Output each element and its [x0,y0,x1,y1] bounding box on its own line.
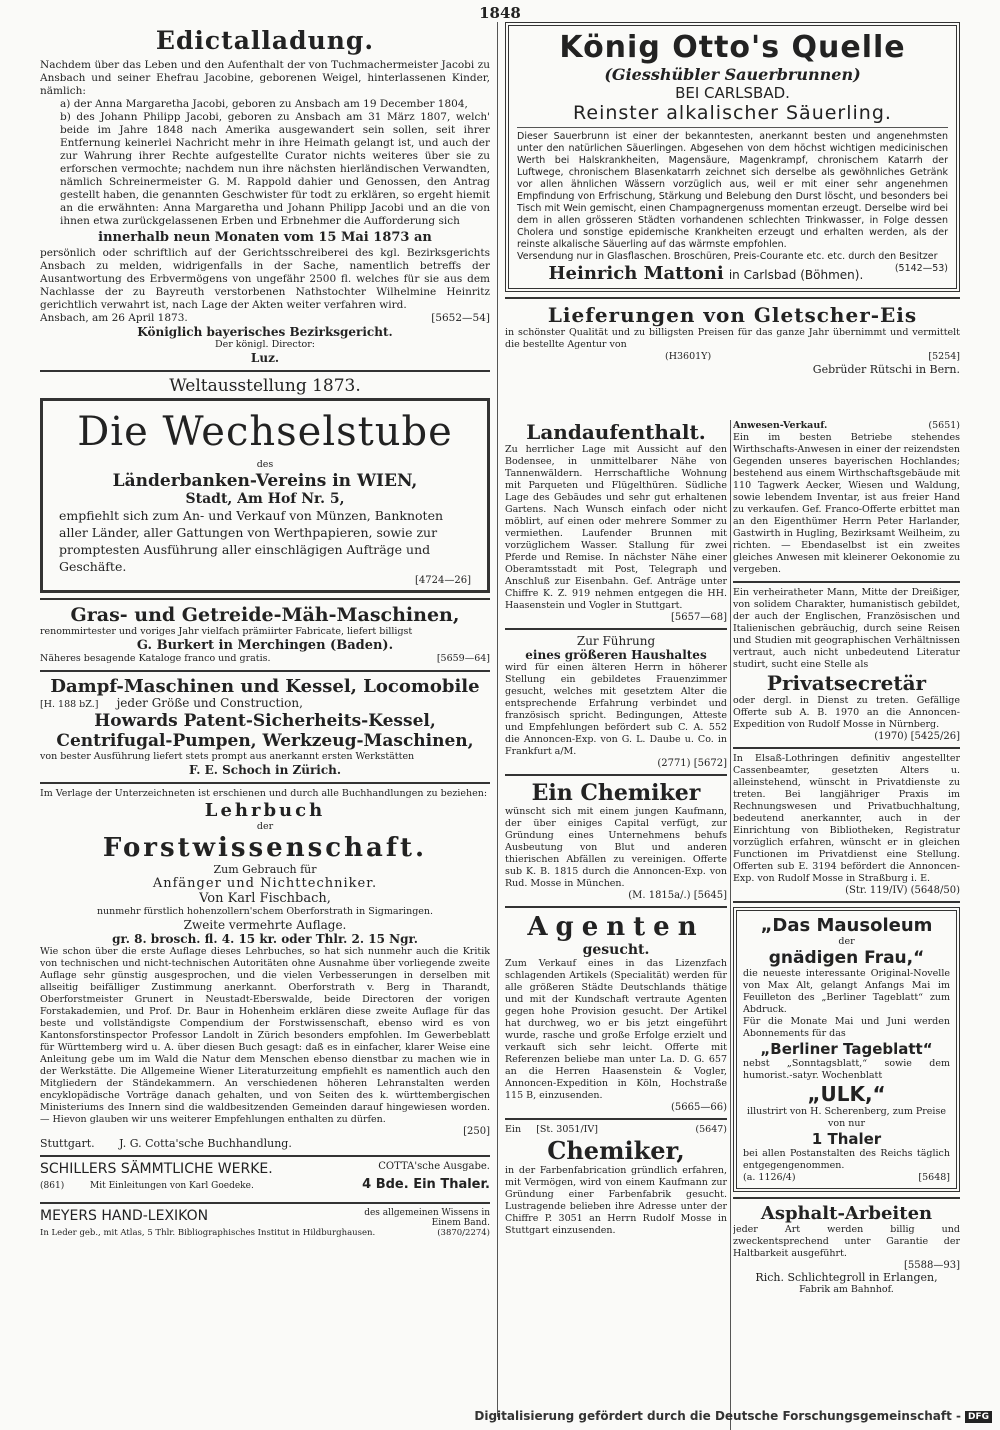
elsass-ad [733,753,960,896]
eis-body: in schönster Qualität und zu billigsten Preisen für das ganze Jahr übernimmt und vermittelt die bestellte Agentur von [505,327,960,350]
wechselstube-body: empfiehlt sich zum An- und Verkauf von Münzen, Banknoten aller Länder, aller Gattungen von Werthpapieren, sowie zur promptesten Ausführung aller einschlägigen Aufträge und Geschäfte. [59,508,444,574]
eis-ad [505,303,960,376]
chemiker2-pre: Ein [505,1124,522,1135]
dampf-title: Dampf-Maschinen und Kessel, Locomobile [50,676,480,697]
lehrbuch-title1: Lehrbuch [204,800,326,821]
asphalt-ref: [5588—93] [904,1260,960,1271]
dfg-logo-icon: DFG [965,1411,992,1423]
haushalt-ad [505,634,727,769]
wechselstube-header: Weltausstellung 1873. [169,376,361,396]
asphalt-body: jeder Art werden billig und zweckentsprechend unter Garantie der Haltbarkeit ausgeführt. [733,1224,960,1259]
column-divider [497,22,498,1417]
meyers-sub: des allgemeinen Wissens in Einem Band. [364,1208,490,1228]
mausoleum-der: der [838,936,855,947]
column-divider-right [730,420,731,1430]
edict-court: Königlich bayerisches Bezirksgericht. [137,325,393,339]
chemiker2-title: Chemiker, [547,1136,685,1165]
lehrbuch-sub2: Anfänger und Nichttechniker. [152,876,378,891]
footer [474,1409,992,1423]
edict-body: persönlich oder schriftlich auf der Gerichtsschreiberei des kgl. Bezirksgerichts Ansbach zu melden, widrigenfalls in der Sache, namentlich betreffs der Ausantwortung des Erbvermögens von ungefähr 2500 fl. welches für sie aus dem Nachlasse der zu Bayreuth verstorbenen Nathstochter Wilhelmine Heinritz gerichtlich verwahrt ist, nach Lage der Akten weiter verfahren wird. [40,247,490,311]
edict-date: Ansbach, am 26 April 1873. [40,312,188,324]
dampf-ad [40,676,490,777]
schiller-ad [40,1161,490,1197]
eis-title: Lieferungen von Gletscher-Eis [547,303,918,327]
haushalt-title1: Zur Führung [576,634,656,648]
anwesen-ad [733,420,960,576]
wechselstube-ad [40,376,490,593]
edict-title: Edictalladung. [155,26,375,55]
otto-loc: BEI CARLSBAD. [675,84,790,102]
right-top [505,22,960,420]
footer-text: Digitalisierung gefördert durch die Deutsche Forschungsgemeinschaft - [474,1409,961,1423]
asphalt-firm: Rich. Schlichtegroll in Erlangen, [755,1271,938,1284]
gras-body: renommirtester und voriges Jahr vielfach prämiirter Fabricate, liefert billigst [40,626,413,637]
asphalt-addr: Fabrik am Bahnhof. [799,1284,894,1295]
eis-firm: Gebrüder Rütschi in Bern. [812,363,960,376]
lehrbuch-place: Stuttgart. [40,1137,95,1150]
schiller-edition: COTTA'sche Ausgabe. [378,1161,490,1172]
chemiker2-code: [St. 3051/IV] [536,1124,598,1135]
mausoleum-body2: Für die Monate Mai und Juni werden Abonnements für das [743,1016,950,1039]
otto-ad [505,22,960,292]
meyers-ref: (3870/2274) [437,1228,490,1238]
dampf-firm: F. E. Schoch in Zürich. [188,763,342,777]
edict-director: Der königl. Director: [214,339,315,350]
haushalt-ref: (2771) [5672] [657,758,727,769]
mausoleum-title2: gnädigen Frau,“ [768,948,925,968]
right-left-column [505,420,727,1420]
landaufenthalt-ref: [5657—68] [671,612,727,623]
meyers-line2: In Leder geb., mit Atlas, 5 Thlr. Bibliographisches Institut in Hildburghausen. [40,1228,376,1238]
lehrbuch-edition: Zweite vermehrte Auflage. [183,918,347,932]
gras-ad [40,604,490,665]
chemiker1-title: Ein Chemiker [531,780,701,806]
asphalt-title: Asphalt-Arbeiten [760,1203,933,1224]
lehrbuch-der: der [256,821,274,832]
mausoleum-code: (a. 1126/4) [743,1172,796,1183]
lehrbuch-body: Wie schon über die erste Auflage dieses Lehrbuches, so hat sich nunmehr auch die Kritik von technischen und nicht-technischen Autoritäten ohne Ausnahme über vorliegende zweite Auflage sehr günstig ausgesprochen, und die vielen Verbesserungen in derselben mit allseitig beifälliger Zustimmung anerkannt. Oberforstrath v. Berg in Tharandt, Oberforstmeister Grunert in Neustadt-Eberswalde, beide Directoren der vorigen Forstakademien, und Prof. Dr. Baur in Hohenheim erklären diese zweite Auflage für das beste und vollständigste Compendium der Forstwissenschaft, ebenso wird es von Kantonsforstinspector Professor Landolt in Zürich besonders empfohlen. Im Gewerbeblatt für Württemberg wird u. A. über diesen Buch gesagt: daß es in einfacher, klarer Weise eine Anleitung gebe um im Wald die Natur dem Menschen ebenso dienstbar zu machen wie in der Werkstätte. Die Allgemeine Wiener Literaturzeitung empfiehlt es namentlich auch den Mitgliedern der Ständekammern. An verschiedenen höheren Lehranstalten werden encyklopädische Vorträge danach gehalten, und von Seiten des k. württembergischen Ministeriums des Innern sind die waldbesitzenden Gemeinden darauf hingewiesen worden. — Hievon glauben wir uns weiterer Empfehlungen enthalten zu dürfen. [40,946,490,1125]
privatsecretaer-ad [733,587,960,742]
mausoleum-body4: illustrirt von H. Scherenberg, zum Preise von nur [747,1106,946,1129]
schiller-title: SCHILLERS SÄMMTLICHE WERKE. [40,1161,273,1177]
otto-sub: (Giesshübler Sauerbrunnen) [604,65,861,84]
privatsecretaer-title: Privatsecretär [766,671,927,695]
edict-deadline: innerhalb neun Monaten vom 15 Mai 1873 an [98,230,432,245]
lehrbuch-sub1: Zum Gebrauch für [213,863,317,876]
eis-code: (H3601Y) [665,351,712,362]
wechselstube-name: Länderbanken-Vereins in WIEN, [112,471,418,491]
lehrbuch-author: Von Karl Fischbach, [199,891,331,906]
wechselstube-address: Stadt, Am Hof Nr. 5, [185,491,345,507]
landaufenthalt-title: Landaufenthalt. [526,420,706,444]
otto-ref: (5142—53) [894,263,948,274]
dampf-line2: jeder Größe und Construction, [116,696,303,710]
meyers-ad [40,1208,490,1242]
privatsecretaer-pre: Ein verheiratheter Mann, Mitte der Dreißiger, von solidem Charakter, humanistisch gebildet, der auch der Englischen, Französischen und Italienischen gebräuchig, durch seine Reisen und Studien mit geographischen Verhältnissen vertraut, auch nicht unbedeutend Literatur studirt, sucht eine Stelle als [733,587,960,670]
lehrbuch-price: gr. 8. brosch. fl. 4. 15 kr. oder Thlr. 2. 15 Ngr. [112,932,418,946]
dampf-line4: Centrifugal-Pumpen, Werkzeug-Maschinen, [56,731,474,751]
schiller-note: Mit Einleitungen von Karl Goedeke. [90,1181,254,1191]
privatsecretaer-ref: (1970) [5425/26] [874,731,960,742]
privatsecretaer-body: oder dergl. in Dienst zu treten. Gefällige Offerte sub A. B. 1970 an die Annoncen-Expedition von Rudolf Mosse in Nürnberg. [733,695,960,730]
mausoleum-title: „Das Mausoleum [760,915,933,936]
lehrbuch-ad [40,788,490,1150]
left-column [40,22,490,1242]
otto-owner: Heinrich Mattoni [548,263,724,284]
chemiker1-ad [505,780,727,901]
gras-firm: G. Burkert in Merchingen (Baden). [136,638,394,653]
landaufenthalt-body: Zu herrlicher Lage mit Aussicht auf den Bodensee, in unmittelbarer Nähe von Tannenwäldern. Herrschaftliche Wohnung mit Parqueten und Flügelthüren. Südliche Lage des Gebäudes und sehr gut erhaltenen Gartens. Nach Wunsch einfach oder nicht möblirt, auf einen oder mehrere Sommer zu vermiethen. Laufender Brunnen mit vorzüglichem Wasser. Stallung für zwei Pferde und Remise. In nächster Nähe einer Oberamtsstadt mit Post, Telegraph und Anschluß zur Eisenbahn. Gef. Anträge unter Chiffre K. Z. 919 nehmen entgegen die HH. Haasenstein und Vogler in Stuttgart. [505,444,727,611]
wechselstube-ref: [4724—26] [415,575,471,586]
chemiker1-ref: (M. 1815a/.) [5645] [628,890,727,901]
meyers-title: MEYERS HAND-LEXIKON [40,1208,209,1224]
mausoleum-body5: bei allen Postanstalten des Reichs täglich entgegengenommen. [743,1148,950,1171]
right-right-column [733,420,960,1420]
wechselstube-title: Die Wechselstube [77,409,453,455]
anwesen-title: Anwesen-Verkauf. [733,420,828,431]
edict-ref: [5652—54] [431,312,490,324]
otto-title: König Otto's Quelle [559,30,906,65]
lehrbuch-ref: [250] [463,1126,490,1137]
edict-notice [40,26,490,365]
mausoleum-ulk: „ULK,“ [807,1082,886,1106]
edict-item-b: b) des Johann Philipp Jacobi, geboren zu Ansbach am 31 März 1807, welch' beide im Jahre 1848 nach Amerika ausgewandert sein sollen, seit ihrer Entfernung keinerlei Nachricht mehr in ihre Heimath gelangt ist, und auch der zur Wahrung ihrer Rechte aufgestellte Curator nichts weiteres über sie zu erforschen vermochte; nachdem nun ihre nächsten hierländischen Verwandten, nämlich Schreinermeister G. M. Rappold dahier und Genossen, den Antrag gestellt haben, die genannten Geschwister für todt zu erklären, so ergeht hiemit an die erwähnten: Anna Margaretha und Johann Philipp Jacobi und an die von ihnen etwa zurückgelassenen Erben und Erbnehmer die Aufforderung sich [60,111,490,227]
agenten-ad [505,912,727,1113]
eis-ref: [5254] [928,351,960,362]
mausoleum-ref: [5648] [918,1172,950,1183]
mausoleum-body3: nebst „Sonntagsblatt,“ sowie dem humorist.-satyr. Wochenblatt [743,1058,950,1081]
dampf-line3: Howards Patent-Sicherheits-Kessel, [94,711,436,731]
anwesen-body: Ein im besten Betriebe stehendes Wirthschafts-Anwesen in einer der reizendsten Gegenden unseres bayerischen Hochlandes; bestehend aus einem Wirthschaftsgebäude mit 110 Tagwerk Aecker, Wiesen und Waldung, sowie lebendem Inventar, ist aus freier Hand zu verkaufen. Gef. Franco-Offerte erbittet man an den Eigenthümer Herrn Peter Harlander, Gastwirth in Hugling, Bezirksamt Weilheim, zu richten. — Ebendaselbst ist ein zweites gleiches Anwesen mit kleinerer Oekonomie zu vergeben. [733,432,960,575]
dampf-code: [H. 188 bZ.] [40,699,99,710]
gras-note: Näheres besagende Kataloge franco und gratis. [40,653,271,664]
agenten-ref: (5665—66) [671,1102,727,1113]
edict-intro: Nachdem über das Leben und den Aufenthalt der von Tuchmachermeister Jacobi zu Ansbach und seiner Ehefrau Jacobine, geborenen Weigel, hinterlassenen Kinder, nämlich: [40,59,490,97]
mausoleum-body1: die neueste interessante Original-Novelle von Max Alt, gelangt Anfangs Mai im Feuilleton des „Berliner Tageblatt“ zum Abdruck. [743,968,950,1015]
schiller-price: 4 Bde. Ein Thaler. [362,1177,490,1192]
asphalt-ad [733,1203,960,1296]
edict-item-a: a) der Anna Margaretha Jacobi, geboren zu Ansbach am 19 December 1804, [60,98,468,110]
mausoleum-price: 1 Thaler [811,1130,882,1148]
chemiker2-ref: (5647) [695,1124,727,1135]
gras-title: Gras- und Getreide-Mäh-Maschinen, [70,604,460,626]
schiller-code: (861) [40,1181,65,1191]
lehrbuch-intro: Im Verlage der Unterzeichneten ist erschienen und durch alle Buchhandlungen zu beziehen: [40,788,488,799]
chemiker1-body: wünscht sich mit einem jungen Kaufmann, der über einiges Capital verfügt, zur Gründung eines Unternehmens behufs Ausbeutung von Blut und anderen thierischen Abfällen zu vereinigen. Offerte sub K. B. 1815 durch die Annoncen-Exp. von Rud. Mosse in München. [505,806,727,889]
page-number: 1848 [479,4,521,22]
haushalt-body: wird für einen älteren Herrn in höherer Stellung ein gebildetes Frauenzimmer gesucht, welches mit gesetztem Alter die entsprechende Erfahrung verbindet und französisch spricht. Bedingungen, Atteste und Empfehlungen befördert sub C. A. 552 die Annoncen-Exp. von G. L. Daube u. Co. in Frankfurt a/M. [505,662,727,757]
chemiker2-ad [505,1124,727,1237]
agenten-body: Zum Verkauf eines in das Lizenzfach schlagenden Artikels (Specialität) werden für alle größeren Städte Deutschlands thätige und mit der Kundschaft vertraute Agenten gegen hohe Provision gesucht. Der Artikel hat durchweg, wo er bis jetzt eingeführt wurde, rasche und große Erfolge erzielt und verkauft sich sehr leicht. Offerte mit Referenzen beliebe man unter La. D. G. 657 an die Herren Haasenstein & Vogler, Annoncen-Expedition in Köln, Hochstraße 115 B, einzusenden. [505,958,727,1101]
gras-ref: [5659—64] [436,653,490,664]
chemiker2-body: in der Farbenfabrication gründlich erfahren, mit Vermögen, wird von einem Kaufmann zur Gründung einer Farbenfabrik gesucht. Lustragende belieben ihre Adresse unter der Chiffre P. 3051 an Herrn Rudolf Mosse in Stuttgart einzusenden. [505,1165,727,1236]
otto-shipping: Versendung nur in Glasflaschen. Broschüren, Preis-Courante etc. etc. durch den Besitzer [517,251,938,262]
landaufenthalt-ad [505,420,727,623]
agenten-title: Agenten [527,912,705,942]
anwesen-ref: (5651) [928,420,960,431]
wechselstube-des: des [256,459,274,470]
mausoleum-ad [733,907,960,1192]
otto-desc: Reinster alkalischer Säuerling. [573,102,892,124]
dampf-line5: von bester Ausführung liefert stets prompt aus anerkannt ersten Werkstätten [40,751,415,762]
lehrbuch-title2: Forstwissenschaft. [102,833,428,863]
mausoleum-paper: „Berliner Tageblatt“ [760,1040,933,1058]
lehrbuch-publisher: J. G. Cotta'sche Buchhandlung. [119,1137,292,1150]
agenten-sub: gesucht. [582,942,650,958]
elsass-ref: (Str. 119/IV) (5648/50) [845,885,960,896]
elsass-body: In Elsaß-Lothringen definitiv angestellter Cassenbeamter, gesetzten Alters u. alleinstehend, wünscht in Privatdienste zu treten. Bei langjähriger Praxis im Rechnungswesen und Privatbuchhaltung, bedeutend anerkannter, auch in der Einrichtung von Bibliotheken, Registratur vorzüglich erfahren, wünscht er in gleichen Functionen im Privatdienst eine Stellung. Offerten sub E. 3194 befördert die Annoncen-Exp. von Rudolf Mosse in Straßburg i. E. [733,753,960,884]
haushalt-title2: eines größeren Haushaltes [525,648,707,662]
lehrbuch-author-desc: nunmehr fürstlich hohenzollern'schem Oberforstrath in Sigmaringen. [96,906,434,917]
edict-signature: Luz. [250,351,280,365]
otto-owner-loc: in Carlsbad (Böhmen). [728,268,864,282]
otto-body: Dieser Sauerbrunn ist einer der bekanntesten, anerkannt besten und angenehmsten unter den natürlichen Säuerlingen. Abgesehen von dem höchst wichtigen medicinischen Werth bei Halskrankheiten, Magensäure, Magenkrampf, chronischem Katarrh der Luftwege, chronischem Blasenkatarrh zeichnet sich derselbe als gewöhnliches Getränk vor allen ähnlichen Wässern vorzüglich aus, weil er mit einer sehr angenehmen Empfindung von Erfrischung, Stärkung und Belebung den Durst löscht, und besonders bei Tisch mit Wein gemischt, einen Champagnergenuss momentan erzeugt. Derselbe wird bei dem in allen grösseren Städten vorhandenen schlechten Trinkwasser, in Folge dessen Cholera und sonstige epidemische Krankheiten erzeugt und erhalten werden, als der reinste alkalische Säuerling auf das wärmste empfohlen. [517,131,948,250]
